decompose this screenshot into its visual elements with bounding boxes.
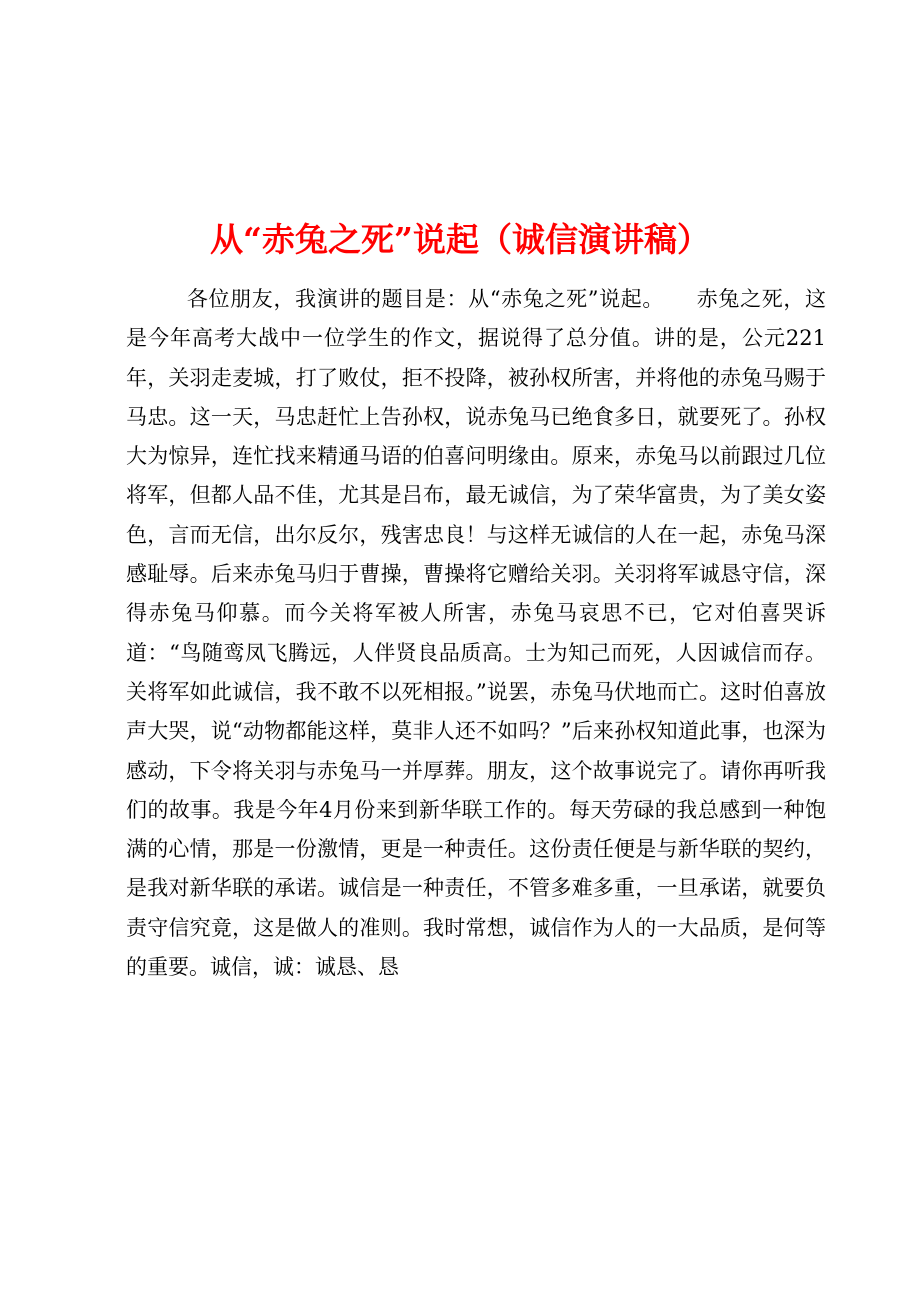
document-title: 从“赤兔之死”说起（诚信演讲稿） xyxy=(210,220,710,260)
document-body-paragraph: 各位朋友，我演讲的题目是：从“赤兔之死”说起。 赤兔之死，这是今年高考大战中一位学生的作文，据说得了总分值。讲的是，公元221年，关羽走麦城，打了败仗，拒不投降，被孙权所害，并将他的赤兔马赐于马忠。这一天，马忠赶忙上告孙权，说赤兔马已绝食多日，就要死了。孙权大为惊异，连忙找来精通马语的伯喜问明缘由。原来，赤兔马以前跟过几位将军，但都人品不佳，尤其是吕布，最无诚信，为了荣华富贵，为了美女姿色，言而无信，出尔反尔，残害忠良！与这样无诚信的人在一起，赤兔马深感耻辱。后来赤兔马归于曹操，曹操将它赠给关羽。关羽将军诚恳守信，深得赤兔马仰慕。而今关将军被人所害，赤兔马哀思不已，它对伯喜哭诉道：“鸟随鸾凤飞腾远，人伴贤良品质高。士为知己而死，人因诚信而存。关将军如此诚信，我不敢不以死相报。”说罢，赤兔马伏地而亡。这时伯喜放声大哭，说“动物都能这样，莫非人还不如吗？”后来孙权知道此事，也深为感动，下令将关羽与赤兔马一并厚葬。朋友，这个故事说完了。请你再听我们的故事。我是今年4月份来到新华联工作的。每天劳碌的我总感到一种饱满的心情，那是一份激情，更是一种责任。这份责任便是与新华联的契约，是我对新华联的承诺。诚信是一种责任，不管多难多重，一旦承诺，就要负责守信究竟，这是做人的准则。我时常想，诚信作为人的一大品质，是何等的重要。诚信，诚：诚恳、恳 xyxy=(126,287,826,980)
